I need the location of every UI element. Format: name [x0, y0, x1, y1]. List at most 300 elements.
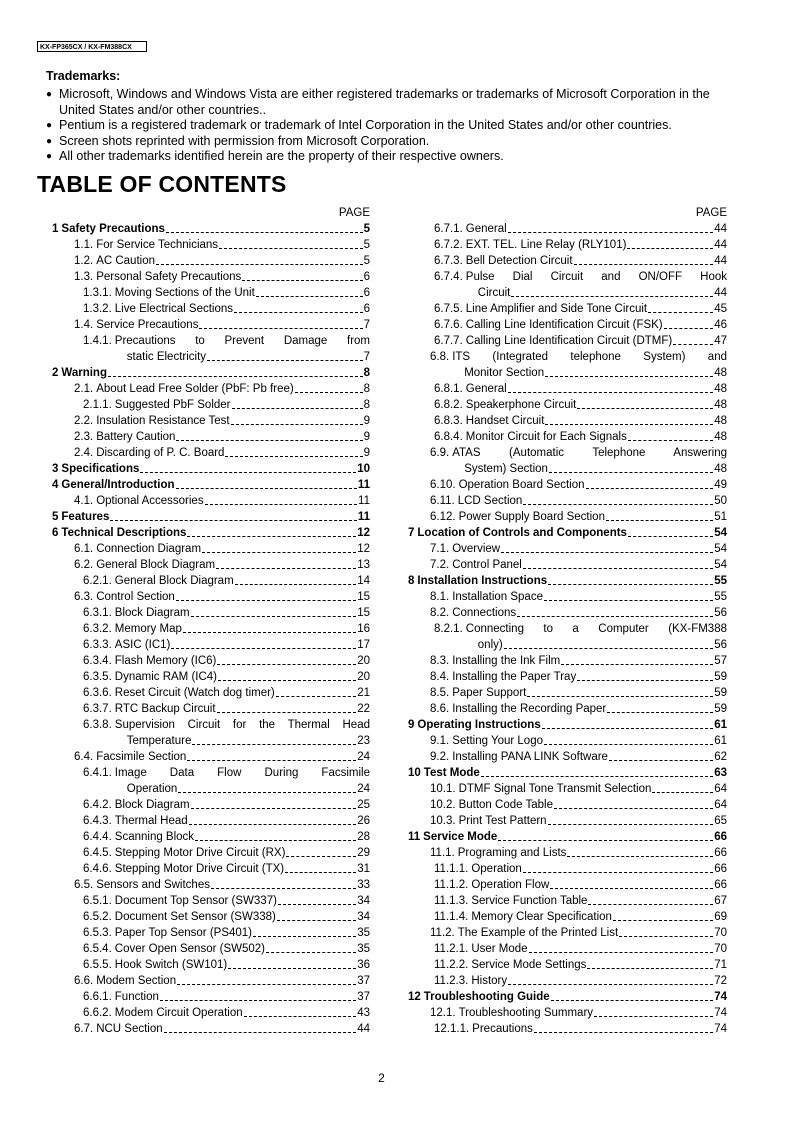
- toc-entry[interactable]: [400, 781, 727, 797]
- dot-leader: [277, 919, 356, 921]
- toc-entry[interactable]: [52, 621, 370, 637]
- toc-entry[interactable]: [400, 413, 727, 429]
- toc-entry[interactable]: [400, 653, 727, 669]
- toc-entry-page: 7: [363, 351, 370, 363]
- toc-entry-page: 10: [357, 463, 370, 475]
- toc-chapter-entry[interactable]: [52, 365, 370, 381]
- toc-entry-page: 8: [363, 367, 370, 379]
- toc-entry-title: EXT. TEL. Line Relay (RLY101): [465, 239, 627, 251]
- toc-entry-page: 48: [714, 399, 727, 411]
- toc-entry-page: 9: [363, 431, 370, 443]
- dot-leader: [628, 439, 713, 441]
- toc-entry-number: 11.1.3.: [434, 895, 469, 907]
- toc-entry-title: Safety Precautions: [61, 223, 165, 235]
- dot-leader: [187, 535, 356, 537]
- toc-entry-page: 54: [714, 527, 727, 539]
- dot-leader: [156, 263, 363, 265]
- dot-leader: [218, 679, 356, 681]
- toc-entry-title: Troubleshooting Guide: [423, 991, 550, 1003]
- toc-entry-title: ITS (Integrated telephone System) and: [452, 351, 727, 363]
- toc-entry[interactable]: [52, 589, 370, 605]
- toc-entry-title: Stepping Motor Drive Circuit (TX): [114, 863, 285, 875]
- toc-entry-page: 66: [714, 847, 727, 859]
- dot-leader: [607, 711, 713, 713]
- toc-entry-number: 12.1.: [430, 1007, 456, 1019]
- toc-entry-number: 8: [408, 575, 415, 587]
- toc-entry[interactable]: [52, 749, 370, 765]
- toc-entry-number: 6.4.5.: [83, 847, 112, 859]
- toc-entry[interactable]: [400, 237, 727, 253]
- toc-entry-number: 1.3.1.: [83, 287, 112, 299]
- dot-leader: [108, 375, 363, 377]
- toc-entry-title: DTMF Signal Tone Transmit Selection: [458, 783, 652, 795]
- dot-leader: [266, 951, 356, 953]
- toc-entry[interactable]: [400, 349, 727, 381]
- toc-entry[interactable]: [400, 925, 727, 941]
- toc-entry-title: Optional Accessories: [96, 495, 204, 507]
- toc-entry-title: Pulse Dial Circuit and ON/OFF Hook: [465, 271, 727, 283]
- dot-leader: [225, 455, 362, 457]
- toc-entry-page: 24: [357, 783, 370, 795]
- toc-entry[interactable]: [400, 621, 727, 653]
- toc-entry-title: Block Diagram: [114, 799, 190, 811]
- dot-leader: [187, 759, 356, 761]
- toc-entry-number: 6.8.2.: [434, 399, 463, 411]
- toc-entry[interactable]: [52, 893, 370, 909]
- toc-entry[interactable]: [52, 861, 370, 877]
- toc-entry-page: 12: [357, 543, 370, 555]
- toc-entry[interactable]: [400, 509, 727, 525]
- toc-entry-page: 8: [363, 399, 370, 411]
- toc-entry[interactable]: [400, 221, 727, 237]
- toc-entry[interactable]: [400, 877, 727, 893]
- toc-entry[interactable]: [52, 813, 370, 829]
- toc-entry-title: NCU Section: [96, 1023, 163, 1035]
- toc-entry[interactable]: [400, 541, 727, 557]
- toc-entry-number: 10.2.: [430, 799, 456, 811]
- toc-entry[interactable]: [52, 573, 370, 589]
- dot-leader: [534, 1031, 713, 1033]
- toc-chapter-entry[interactable]: [52, 461, 370, 477]
- toc-entry-page: 5: [363, 223, 370, 235]
- toc-entry-number: 9.1.: [430, 735, 450, 747]
- toc-entry-page: 48: [714, 415, 727, 427]
- toc-entry[interactable]: [400, 381, 727, 397]
- toc-entry[interactable]: [400, 941, 727, 957]
- dot-leader: [664, 327, 714, 329]
- toc-entry[interactable]: [52, 1005, 370, 1021]
- toc-entry[interactable]: [52, 653, 370, 669]
- toc-entry-number: 2.1.: [74, 383, 94, 395]
- trademark-item: ● Microsoft, Windows and Windows Vista are either registered trademarks or trademarks of Microsoft Corporation in the United States and/or other countries..: [46, 87, 746, 118]
- toc-entry[interactable]: [52, 381, 370, 397]
- toc-entry-number: 6: [52, 527, 59, 539]
- toc-entry-page: 22: [357, 703, 370, 715]
- toc-entry[interactable]: [400, 813, 727, 829]
- toc-entry-number: 2.3.: [74, 431, 94, 443]
- toc-chapter-entry[interactable]: [52, 509, 370, 525]
- page-number: 2: [378, 1071, 385, 1085]
- dot-leader: [191, 807, 357, 809]
- dot-leader: [207, 359, 363, 361]
- toc-entry-title: Dynamic RAM (IC4): [114, 671, 218, 683]
- page-column-header: PAGE: [338, 207, 370, 219]
- toc-entry-number: 8.6.: [430, 703, 450, 715]
- toc-entry-page: 33: [357, 879, 370, 891]
- toc-entry[interactable]: [52, 925, 370, 941]
- toc-entry-page: 16: [357, 623, 370, 635]
- dot-leader: [176, 487, 357, 489]
- toc-entry-title: Flash Memory (IC6): [114, 655, 217, 667]
- toc-entry[interactable]: [52, 333, 370, 365]
- toc-entry[interactable]: [52, 301, 370, 317]
- dot-leader: [195, 839, 356, 841]
- toc-entry[interactable]: [400, 845, 727, 861]
- toc-entry-page: 20: [357, 671, 370, 683]
- dot-leader: [577, 679, 713, 681]
- dot-leader: [544, 599, 713, 601]
- toc-entry-number: 6.9.: [430, 447, 450, 459]
- toc-entry-number: 6.5.2.: [83, 911, 112, 923]
- toc-entry-title: Supervision Circuit for the Thermal Head: [114, 719, 370, 731]
- toc-chapter-entry[interactable]: [52, 477, 370, 493]
- dot-leader: [183, 631, 356, 633]
- toc-entry-number: 6.10.: [430, 479, 456, 491]
- toc-entry[interactable]: [400, 749, 727, 765]
- toc-entry-page: 66: [714, 863, 727, 875]
- toc-entry-number: 6.2.: [74, 559, 94, 571]
- page-column-header: PAGE: [695, 207, 727, 219]
- toc-entry-number: 10.3.: [430, 815, 456, 827]
- toc-entry-title: Memory Clear Specification: [471, 911, 612, 923]
- toc-entry-number: 2.4.: [74, 447, 94, 459]
- toc-entry-number: 8.3.: [430, 655, 450, 667]
- toc-chapter-entry[interactable]: [400, 829, 727, 845]
- toc-entry-page: 36: [357, 959, 370, 971]
- toc-entry-page: 69: [714, 911, 727, 923]
- toc-entry-page: 6: [363, 303, 370, 315]
- toc-entry-page: 44: [714, 255, 727, 267]
- dot-leader: [567, 855, 713, 857]
- toc-entry-title-continued: Temperature: [126, 735, 192, 747]
- toc-entry[interactable]: [52, 541, 370, 557]
- toc-entry[interactable]: [52, 557, 370, 573]
- toc-entry-title: General: [465, 223, 507, 235]
- toc-entry[interactable]: [400, 397, 727, 413]
- toc-entry-title: Speakerphone Circuit: [465, 399, 577, 411]
- toc-entry-page: 51: [714, 511, 727, 523]
- toc-entry-page: 24: [357, 751, 370, 763]
- toc-entry-title: Live Electrical Sections: [114, 303, 234, 315]
- toc-chapter-entry[interactable]: [400, 989, 727, 1005]
- toc-entry-title: Precautions: [472, 1023, 533, 1035]
- toc-entry[interactable]: [52, 845, 370, 861]
- toc-entry-title: RTC Backup Circuit: [114, 703, 216, 715]
- toc-entry-number: 11.1.4.: [434, 911, 469, 923]
- toc-entry-title: Test Mode: [423, 767, 480, 779]
- toc-entry-page: 70: [714, 927, 727, 939]
- toc-entry[interactable]: [400, 557, 727, 573]
- toc-entry-page: 62: [714, 751, 727, 763]
- toc-entry-title: Modem Section: [96, 975, 177, 987]
- toc-entry-title: Control Section: [96, 591, 175, 603]
- toc-entry-title: Button Code Table: [458, 799, 553, 811]
- toc-entry[interactable]: [52, 1021, 370, 1037]
- toc-chapter-entry[interactable]: [400, 525, 727, 541]
- toc-entry-number: 6.8.1.: [434, 383, 463, 395]
- toc-entry-number: 6.3.2.: [83, 623, 112, 635]
- toc-entry-number: 6.7.7.: [434, 335, 463, 347]
- toc-entry-title-continued: static Electricity: [126, 351, 207, 363]
- toc-entry-page: 37: [357, 991, 370, 1003]
- toc-entry[interactable]: [52, 253, 370, 269]
- dot-leader: [219, 247, 363, 249]
- toc-entry-title: Calling Line Identification Circuit (FSK): [465, 319, 663, 331]
- toc-entry-title: Installing the Recording Paper: [452, 703, 607, 715]
- toc-entry[interactable]: [52, 269, 370, 285]
- dot-leader: [527, 695, 713, 697]
- toc-entry[interactable]: [400, 797, 727, 813]
- dot-leader: [171, 647, 356, 649]
- toc-entry-page: 13: [357, 559, 370, 571]
- toc-entry[interactable]: [52, 941, 370, 957]
- toc-entry-number: 8.2.: [430, 607, 450, 619]
- toc-entry[interactable]: [52, 669, 370, 685]
- dot-leader: [501, 551, 713, 553]
- toc-entry[interactable]: [52, 397, 370, 413]
- toc-entry-page: 6: [363, 287, 370, 299]
- toc-entry[interactable]: [52, 317, 370, 333]
- toc-entry[interactable]: [400, 1021, 727, 1037]
- toc-entry[interactable]: [400, 733, 727, 749]
- toc-entry[interactable]: [400, 605, 727, 621]
- toc-entry-number: 6.4.2.: [83, 799, 112, 811]
- toc-entry[interactable]: [52, 445, 370, 461]
- toc-entry-title: Handset Circuit: [465, 415, 545, 427]
- toc-entry-page: 8: [363, 383, 370, 395]
- toc-entry-number: 11: [408, 831, 421, 843]
- toc-left-column: [52, 205, 370, 1037]
- toc-entry[interactable]: [400, 973, 727, 989]
- toc-entry-number: 7.1.: [430, 543, 450, 555]
- toc-entry-number: 11.1.: [430, 847, 455, 859]
- toc-entry-page: 21: [357, 687, 370, 699]
- toc-entry-page: 9: [363, 415, 370, 427]
- toc-entry[interactable]: [52, 909, 370, 925]
- toc-entry-number: 6.5.4.: [83, 943, 112, 955]
- toc-entry-number: 7: [408, 527, 415, 539]
- dot-leader: [235, 583, 357, 585]
- toc-entry-title: Document Set Sensor (SW338): [114, 911, 276, 923]
- toc-entry-title: Document Top Sensor (SW337): [114, 895, 277, 907]
- toc-entry-number: 6.7.: [74, 1023, 94, 1035]
- toc-entry[interactable]: [52, 637, 370, 653]
- toc-entry-title: Power Supply Board Section: [458, 511, 605, 523]
- toc-entry-page: 9: [363, 447, 370, 459]
- toc-entry-number: 6.6.2.: [83, 1007, 112, 1019]
- dot-leader: [613, 919, 713, 921]
- toc-entry-page: 11: [357, 479, 370, 491]
- toc-entry[interactable]: [400, 685, 727, 701]
- toc-entry[interactable]: [400, 861, 727, 877]
- toc-chapter-entry[interactable]: [52, 221, 370, 237]
- toc-entry-page: 56: [714, 607, 727, 619]
- toc-entry[interactable]: [52, 493, 370, 509]
- toc-entry-title: Service Precautions: [96, 319, 199, 331]
- toc-entry-title: Suggested PbF Solder: [114, 399, 231, 411]
- toc-entry[interactable]: [400, 909, 727, 925]
- toc-entry-title: General Block Diagram: [96, 559, 216, 571]
- toc-chapter-entry[interactable]: [400, 717, 727, 733]
- toc-entry-page: 55: [714, 591, 727, 603]
- toc-entry-number: 8.5.: [430, 687, 450, 699]
- dot-leader: [211, 887, 356, 889]
- dot-leader: [627, 247, 713, 249]
- dot-leader: [554, 807, 713, 809]
- toc-chapter-entry[interactable]: [400, 765, 727, 781]
- toc-entry-page: 44: [357, 1023, 370, 1035]
- dot-leader: [140, 471, 356, 473]
- toc-entry-number: 6.3.6.: [83, 687, 112, 699]
- toc-entry-page: 37: [357, 975, 370, 987]
- toc-entry[interactable]: [400, 493, 727, 509]
- toc-entry-number: 11.2.3.: [434, 975, 469, 987]
- toc-entry-title: Service Mode Settings: [471, 959, 587, 971]
- toc-entry[interactable]: [400, 269, 727, 301]
- toc-entry-number: 6.8.3.: [434, 415, 463, 427]
- dot-leader: [232, 407, 363, 409]
- toc-entry[interactable]: [52, 685, 370, 701]
- toc-entry[interactable]: [400, 333, 727, 349]
- toc-entry[interactable]: [52, 989, 370, 1005]
- toc-entry-title-continued: Operation: [126, 783, 178, 795]
- dot-leader: [256, 295, 363, 297]
- dot-leader: [481, 775, 713, 777]
- toc-entry-number: 12: [408, 991, 421, 1003]
- toc-chapter-entry[interactable]: [400, 573, 727, 589]
- toc-entry-title: Installing PANA LINK Software: [452, 751, 608, 763]
- toc-entry-title: Location of Controls and Components: [417, 527, 627, 539]
- toc-entry-title: Reset Circuit (Watch dog timer): [114, 687, 275, 699]
- toc-entry-page: 45: [714, 303, 727, 315]
- dot-leader: [529, 951, 714, 953]
- toc-entry-title: LCD Section: [457, 495, 523, 507]
- toc-entry-page: 66: [714, 831, 727, 843]
- toc-entry-number: 6.2.1.: [83, 575, 112, 587]
- toc-entry-title: Technical Descriptions: [61, 527, 187, 539]
- toc-entry[interactable]: [52, 701, 370, 717]
- toc-entry[interactable]: [400, 253, 727, 269]
- dot-leader: [199, 327, 362, 329]
- toc-entry[interactable]: [400, 477, 727, 493]
- toc-entry-title: Thermal Head: [114, 815, 188, 827]
- toc-entry-page: 67: [714, 895, 727, 907]
- dot-leader: [202, 551, 356, 553]
- toc-entry-number: 6.3.8.: [83, 719, 112, 731]
- toc-entry[interactable]: [400, 445, 727, 477]
- toc-entry[interactable]: [52, 717, 370, 749]
- toc-entry[interactable]: [400, 317, 727, 333]
- toc-entry-number: 6.3.4.: [83, 655, 112, 667]
- dot-leader: [594, 1015, 713, 1017]
- toc-entry[interactable]: [52, 829, 370, 845]
- dot-leader: [550, 887, 713, 889]
- dot-leader: [545, 423, 713, 425]
- toc-entry[interactable]: [52, 237, 370, 253]
- toc-entry-page: 64: [714, 783, 727, 795]
- toc-entry-number: 1.4.: [74, 319, 94, 331]
- dot-leader: [548, 583, 713, 585]
- toc-entry-number: 11.2.2.: [434, 959, 469, 971]
- toc-entry[interactable]: [52, 957, 370, 973]
- toc-entry-number: 6.7.5.: [434, 303, 463, 315]
- toc-entry-title: Calling Line Identification Circuit (DTMF): [465, 335, 673, 347]
- dot-leader: [228, 967, 356, 969]
- toc-entry[interactable]: [400, 957, 727, 973]
- toc-entry-number: 8.1.: [430, 591, 450, 603]
- toc-entry[interactable]: [52, 429, 370, 445]
- toc-chapter-entry[interactable]: [52, 525, 370, 541]
- toc-entry-title: Control Panel: [452, 559, 522, 571]
- toc-entry-number: 6.7.6.: [434, 319, 463, 331]
- dot-leader: [606, 519, 713, 521]
- toc-entry-page: 64: [714, 799, 727, 811]
- toc-entry-title: Troubleshooting Summary: [458, 1007, 594, 1019]
- toc-entry[interactable]: [400, 589, 727, 605]
- toc-entry-number: 6.6.: [74, 975, 94, 987]
- dot-leader: [628, 535, 713, 537]
- toc-entry-title: For Service Technicians: [96, 239, 219, 251]
- toc-entry-page: 55: [714, 575, 727, 587]
- toc-entry[interactable]: [52, 973, 370, 989]
- toc-entry-number: 11.2.: [430, 927, 455, 939]
- toc-entry-number: 8.2.1.: [434, 623, 463, 635]
- toc-entry[interactable]: [52, 877, 370, 893]
- toc-entry[interactable]: [400, 669, 727, 685]
- toc-entry[interactable]: [400, 893, 727, 909]
- toc-entry[interactable]: [52, 765, 370, 797]
- toc-entry[interactable]: [52, 797, 370, 813]
- toc-entry-title: General Block Diagram: [114, 575, 234, 587]
- toc-entry-number: 2.2.: [74, 415, 94, 427]
- toc-entry[interactable]: [52, 285, 370, 301]
- dot-leader: [110, 519, 356, 521]
- toc-entry[interactable]: [400, 1005, 727, 1021]
- dot-leader: [192, 743, 356, 745]
- toc-entry-title: Installing the Ink Film: [452, 655, 561, 667]
- toc-entry-title: Setting Your Logo: [452, 735, 543, 747]
- toc-entry[interactable]: [52, 605, 370, 621]
- toc-entry-title: ATAS (Automatic Telephone Answering: [452, 447, 727, 459]
- toc-entry[interactable]: [400, 429, 727, 445]
- toc-entry-page: 48: [714, 383, 727, 395]
- dot-leader: [574, 263, 714, 265]
- toc-entry-page: 48: [714, 431, 727, 443]
- toc-entry-number: 6.4.4.: [83, 831, 112, 843]
- toc-entry[interactable]: [400, 701, 727, 717]
- toc-entry-page: 29: [357, 847, 370, 859]
- toc-entry-page: 6: [363, 271, 370, 283]
- toc-entry-number: 12.1.1.: [434, 1023, 470, 1035]
- toc-entry-title-continued: Circuit: [477, 287, 511, 299]
- toc-entry-page: 11: [358, 495, 370, 507]
- toc-entry[interactable]: [400, 301, 727, 317]
- dot-leader: [609, 759, 713, 761]
- dot-leader: [551, 999, 714, 1001]
- dot-leader: [523, 871, 713, 873]
- toc-entry[interactable]: [52, 413, 370, 429]
- toc-entry-title: ASIC (IC1): [114, 639, 171, 651]
